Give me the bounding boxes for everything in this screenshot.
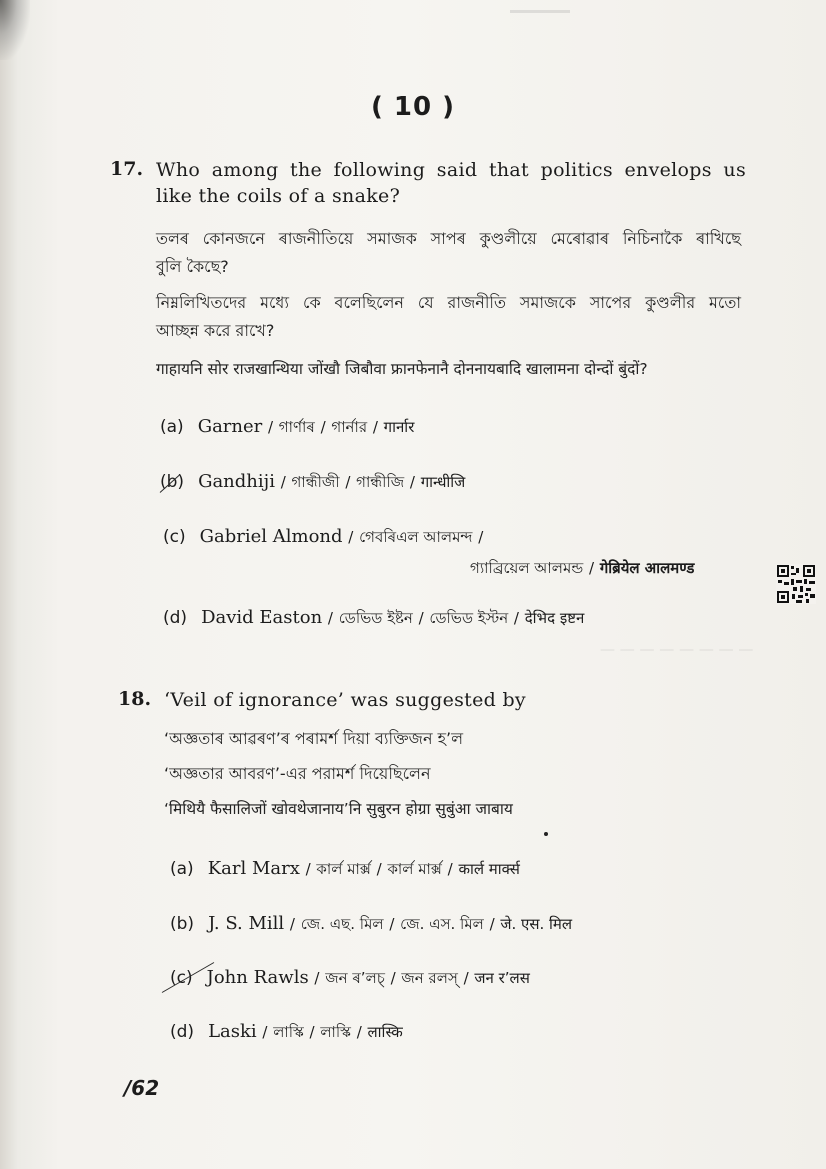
option-c[interactable]: (c) John Rawls / জন ৰ’লচ্ / জন রলস্ / जन र’लस xyxy=(170,967,530,988)
question-text-bengali: নিম্নলিখিতদের মধ্যে কে বলেছিলেন যে রাজনীতি সমাজকে সাপের কুণ্ডলীর মতো xyxy=(156,293,741,312)
option-a[interactable]: (a) Garner / গাৰ্ণাৰ / গার্নার / गार्नार xyxy=(160,416,415,437)
option-assamese: কাৰ্ল মাৰ্ক্স xyxy=(316,860,371,878)
option-bengali: গার্নার xyxy=(331,418,368,436)
option-english: Gabriel Almond xyxy=(199,526,343,547)
option-assamese: জন ৰ’লচ্ xyxy=(325,969,385,987)
option-assamese: গান্ধীজী xyxy=(291,473,340,491)
option-english: Garner xyxy=(197,416,263,437)
option-label: (a) xyxy=(170,859,194,879)
option-label: (d) xyxy=(170,1022,195,1042)
option-bodo: कार्ल मार्क्स xyxy=(458,860,520,878)
option-b[interactable]: (b) J. S. Mill / জে. এছ. মিল / জে. এস. মিল / जे. एस. मिल xyxy=(170,913,573,934)
question-text-bengali: ‘অজ্ঞতার আবরণ’-এর পরামর্শ দিয়েছিলেন xyxy=(164,764,431,783)
option-bodo: लास्कि xyxy=(367,1023,403,1041)
bleed-through-text: — — — — — — — — xyxy=(600,640,754,658)
option-bengali: লাস্কি xyxy=(320,1023,351,1041)
option-d[interactable]: (d) Laski / লাস্কি / লাস্কি / लास्कि xyxy=(170,1021,403,1042)
option-bodo: देभिद इष्टन xyxy=(524,609,585,627)
option-assamese: জে. এছ. মিল xyxy=(300,915,384,933)
question-text-english: Who among the following said that politics envelops us xyxy=(156,159,746,181)
option-english: Karl Marx xyxy=(207,858,300,879)
option-label: (c) xyxy=(163,527,186,547)
question-number: 18. xyxy=(118,688,152,710)
option-english: David Easton xyxy=(201,607,323,628)
option-b[interactable]: (b) Gandhiji / গান্ধীজী / গান্ধীজি / गान्धीजि xyxy=(160,471,466,492)
option-label: (d) xyxy=(163,608,188,628)
option-label: (a) xyxy=(160,417,184,437)
page-number: ( 10 ) xyxy=(370,92,456,122)
option-bengali: জন রলস্ xyxy=(401,969,458,987)
option-bengali: জে. এস. মিল xyxy=(400,915,484,933)
option-english: J. S. Mill xyxy=(208,913,285,934)
question-text-bengali: আচ্ছন্ন করে রাখে? xyxy=(156,321,275,340)
question-text-bodo: ‘मिथियै फैसालिजों खोवथेजानाय’नि सुबुरन होग्रा सुबुंआ जाबाय xyxy=(164,800,513,818)
pen-dot xyxy=(544,832,548,836)
option-english: Laski xyxy=(208,1021,257,1042)
option-english: John Rawls xyxy=(206,967,309,988)
question-text-english: like the coils of a snake? xyxy=(156,185,401,207)
option-assamese: ডেভিড ইষ্টন xyxy=(338,609,413,627)
option-assamese: গাৰ্ণাৰ xyxy=(278,418,315,436)
option-bodo: गेब्रियेल आलमण्ड xyxy=(599,559,695,577)
option-d[interactable]: (d) David Easton / ডেভিড ইষ্টন / ডেভিড ইস্টন / देभिद इष्टन xyxy=(163,607,585,628)
question-text-assamese: তলৰ কোনজনে ৰাজনীতিয়ে সমাজক সাপৰ কুণ্ডলীয়ে মেৰোৱাৰ নিচিনাকৈ ৰাখিছে xyxy=(156,229,741,248)
option-bengali: গ্যাব্রিয়েল আলমন্ড xyxy=(470,559,584,577)
option-label: (b) xyxy=(160,472,185,492)
question-text-assamese: বুলি কৈছে? xyxy=(156,257,229,276)
option-bengali: কার্ল মার্ক্স xyxy=(387,860,442,878)
paper-code: /62 xyxy=(124,1076,160,1100)
option-bodo: जन र’लस xyxy=(474,969,530,987)
option-assamese: লাস্কি xyxy=(273,1023,304,1041)
option-label: (b) xyxy=(170,914,195,934)
scan-smudge xyxy=(510,10,570,13)
question-text-bodo: गाहायनि सोर राजखान्थिया जोंखौ जिबौवा फ्रानफेनानै दोननायबादि खालामना दोन्दों बुंदों? xyxy=(156,360,648,378)
option-bodo: गान्धीजि xyxy=(420,473,466,491)
qr-code-icon xyxy=(776,564,816,604)
option-bengali: ডেভিড ইস্টন xyxy=(429,609,509,627)
question-text-english: ‘Veil of ignorance’ was suggested by xyxy=(164,689,526,711)
page-corner-shadow xyxy=(0,0,30,60)
option-assamese: গেবৰিএল আলমন্দ xyxy=(359,528,473,546)
option-a[interactable]: (a) Karl Marx / কাৰ্ল মাৰ্ক্স / কার্ল মার্ক্স / कार्ल मार्क्स xyxy=(170,858,520,879)
option-english: Gandhiji xyxy=(198,471,275,492)
option-bengali: গান্ধীজি xyxy=(356,473,405,491)
option-bodo: गार्नार xyxy=(383,418,415,436)
option-label: (c) xyxy=(170,968,193,988)
option-c[interactable]: (c) Gabriel Almond / গেবৰিএল আলমন্দ / xyxy=(163,526,484,547)
option-bodo: जे. एस. मिल xyxy=(500,915,573,933)
question-number: 17. xyxy=(110,158,144,180)
option-c-continued: গ্যাব্রিয়েল আলমন্ড / गेब्रियेल आलमण्ड xyxy=(470,559,695,577)
question-text-assamese: ‘অজ্ঞতাৰ আৱৰণ’ৰ পৰামৰ্শ দিয়া ব্যক্তিজন হ’ল xyxy=(164,729,463,748)
